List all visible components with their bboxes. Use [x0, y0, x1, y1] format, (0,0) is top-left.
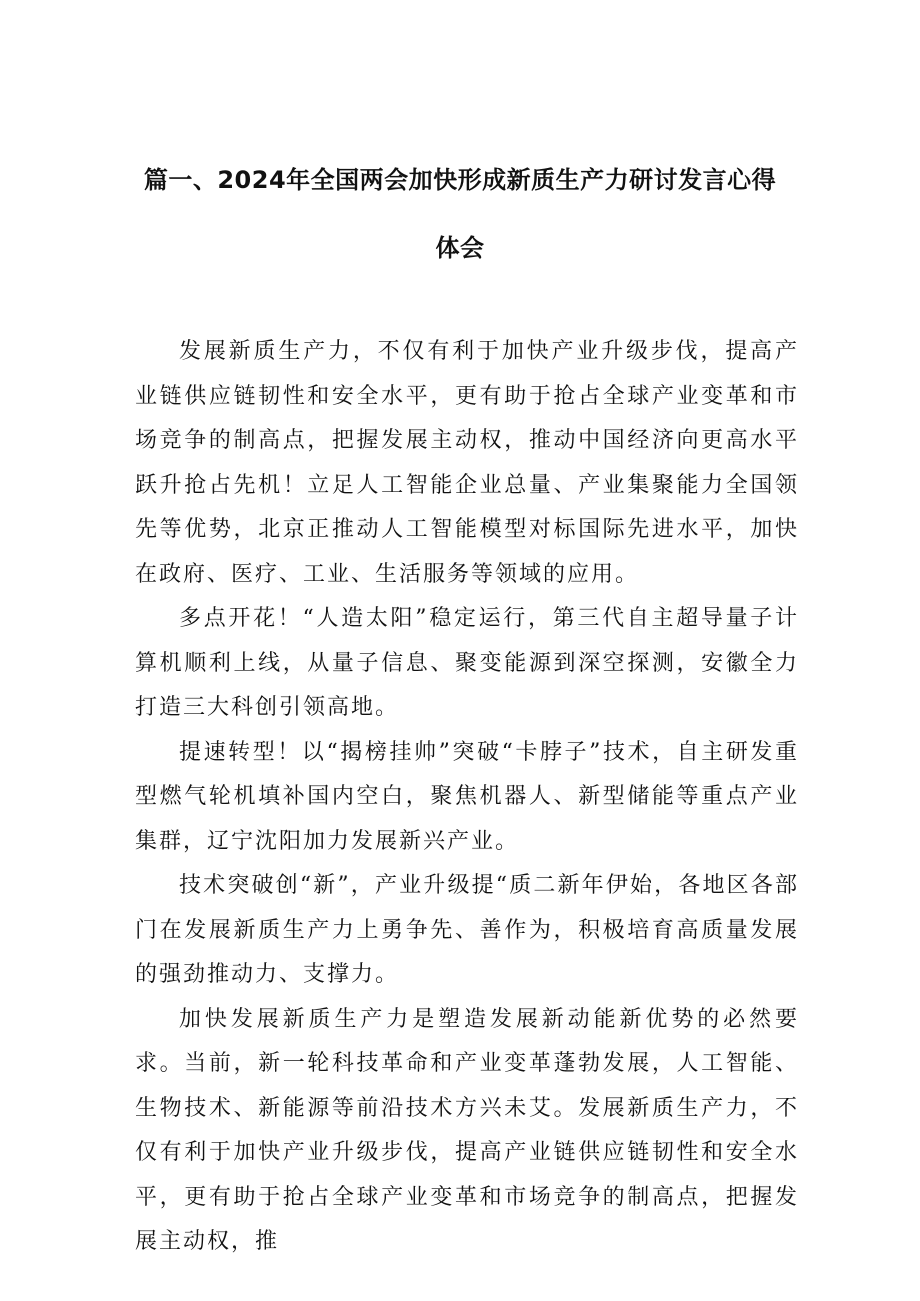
body-paragraph-3: 提速转型！以“揭榜挂帅”突破“卡脖子”技术，自主研发重型燃气轮机填补国内空白，聚焦机器人、新型储能等重点产业集群，辽宁沈阳加力发展新兴产业。: [135, 739, 799, 854]
body-paragraph-1: 发展新质生产力，不仅有利于加快产业升级步伐，提高产业链供应链韧性和安全水平，更有助于抢占全球产业变革和市场竞争的制高点，把握发展主动权，推动中国经济向更高水平跃升抢占先机！立足人工智能企业总量、产业集聚能力全国领先等优势，北京正推动人工智能模型对标国际先进水平，加快在政府、医疗、工业、生活服务等领域的应用。: [135, 339, 799, 587]
body-paragraph-4: 技术突破创“新”，产业升级提“质二新年伊始，各地区各部门在发展新质生产力上勇争先、善作为，积极培育高质量发展的强劲推动力、支撑力。: [135, 873, 799, 987]
body-paragraph-5: 加快发展新质生产力是塑造发展新动能新优势的必然要求。当前，新一轮科技革命和产业变革蓬勃发展，人工智能、生物技术、新能源等前沿技术方兴未艾。发展新质生产力，不仅有利于加快产业升级步伐，提高产业链供应链韧性和安全水平，更有助于抢占全球产业变革和市场竞争的制高点，把握发展主动权，推: [135, 1006, 799, 1254]
document-body: [135, 330, 799, 1265]
document-title-line-1: 篇一、2024年全国两会加快形成新质生产力研讨发言心得: [143, 166, 777, 194]
document-title-line-2: 体会: [435, 234, 485, 262]
body-paragraph-2: 多点开花！“人造太阳”稳定运行，第三代自主超导量子计算机顺利上线，从量子信息、聚变能源到深空探测，安徽全力打造三大科创引领高地。: [135, 606, 799, 720]
